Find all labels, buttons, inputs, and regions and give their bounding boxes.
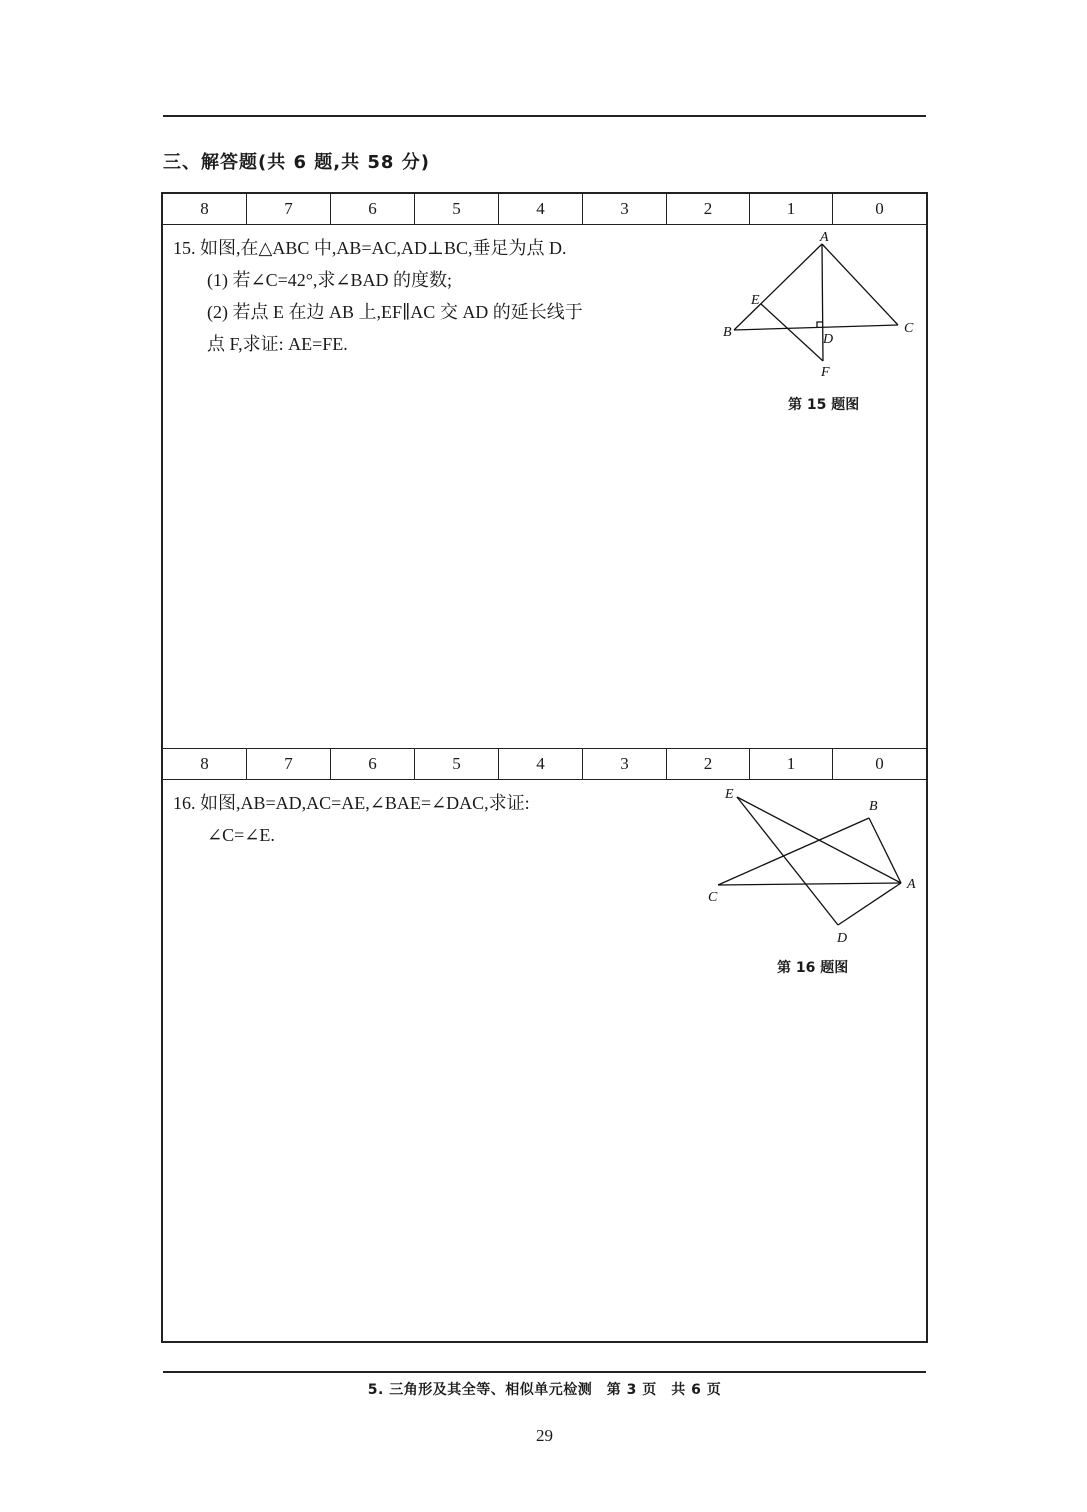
score-cell: 3 <box>583 749 667 779</box>
section-title: 三、解答题(共 6 题,共 58 分) <box>163 152 430 173</box>
question-16 <box>173 787 530 851</box>
score-cell: 5 <box>415 194 499 224</box>
figure-16-label-d: D <box>837 931 848 946</box>
figure-16-label-a: A <box>907 877 916 892</box>
score-cell: 8 <box>163 749 247 779</box>
page-number: 29 <box>536 1426 553 1445</box>
figure-15-diagram <box>723 232 923 382</box>
score-cell: 7 <box>247 749 331 779</box>
score-cell: 2 <box>667 194 750 224</box>
figure-16-label-b: B <box>869 799 878 814</box>
score-cell: 1 <box>750 194 833 224</box>
page-footer: 5. 三角形及其全等、相似单元检测 第 3 页 共 6 页 <box>367 1382 722 1398</box>
question-15 <box>173 232 583 360</box>
score-cell: 8 <box>163 194 247 224</box>
answer-frame <box>161 192 928 1343</box>
score-cell: 4 <box>499 749 583 779</box>
score-cell: 7 <box>247 194 331 224</box>
score-cell: 2 <box>667 749 750 779</box>
figure-15-label-d: D <box>823 332 834 347</box>
figure-15-label-e: E <box>751 293 760 308</box>
score-cell: 1 <box>750 749 833 779</box>
figure-16-label-c: C <box>708 890 718 905</box>
score-row-q16 <box>163 749 926 780</box>
figure-15 <box>723 232 923 382</box>
figure-16-diagram <box>703 786 923 946</box>
figure-16-label-e: E <box>725 787 734 802</box>
figure-15-caption: 第 15 题图 <box>788 397 860 413</box>
question-15-part2: (2) 若点 E 在边 AB 上,EF∥AC 交 AD 的延长线于 <box>207 302 583 322</box>
score-row-q15 <box>163 194 926 225</box>
figure-15-label-b: B <box>723 325 732 340</box>
score-cell: 6 <box>331 749 415 779</box>
figure-15-label-a: A <box>820 232 829 245</box>
figure-15-label-f: F <box>821 365 830 380</box>
score-cell: 0 <box>875 754 884 773</box>
bottom-rule <box>163 1371 926 1373</box>
figure-16-caption: 第 16 题图 <box>777 960 849 976</box>
question-15-stem: 15. 如图,在△ABC 中,AB=AC,AD⊥BC,垂足为点 D. <box>173 238 567 258</box>
question-16-stem-cont: ∠C=∠E. <box>207 825 275 845</box>
question-15-part2-cont: 点 F,求证: AE=FE. <box>207 334 348 354</box>
figure-15-label-c: C <box>904 321 914 336</box>
score-cell: 0 <box>875 199 884 218</box>
top-rule <box>163 115 926 117</box>
score-cell: 6 <box>331 194 415 224</box>
score-cell: 4 <box>499 194 583 224</box>
question-16-stem: 16. 如图,AB=AD,AC=AE,∠BAE=∠DAC,求证: <box>173 793 530 813</box>
score-cell: 3 <box>583 194 667 224</box>
score-cell: 5 <box>415 749 499 779</box>
question-15-part1: (1) 若∠C=42°,求∠BAD 的度数; <box>207 270 453 290</box>
figure-16 <box>703 786 923 946</box>
